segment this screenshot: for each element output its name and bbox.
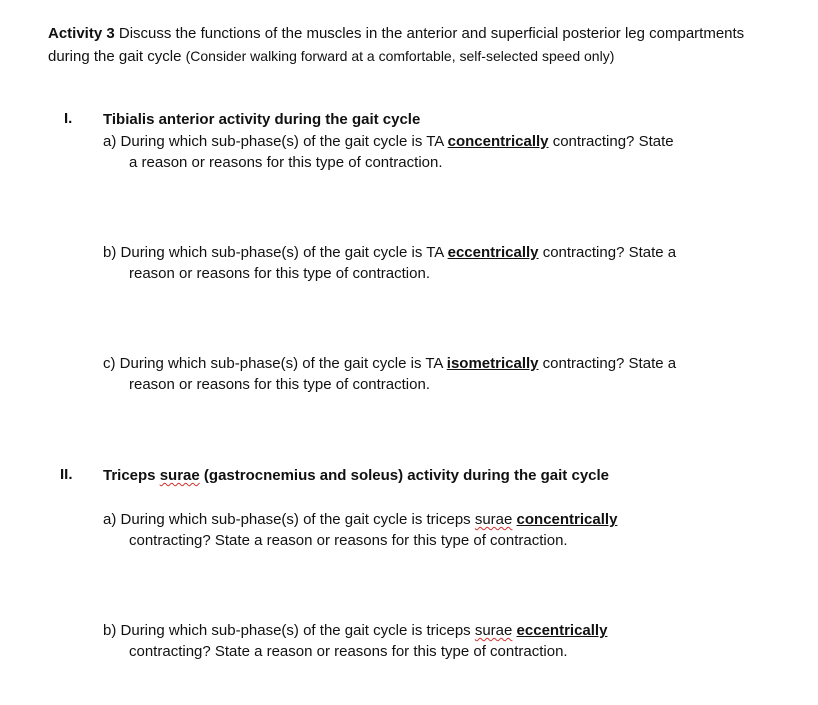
question-text-end: contracting? State a [542, 355, 677, 372]
question-keyword: eccentrically [516, 622, 608, 639]
activity-label: Activity 3 [48, 25, 115, 42]
question-keyword: eccentrically [447, 244, 539, 261]
question-text: During which sub-phase(s) of the gait cycle is TA [119, 355, 443, 372]
question-text-line2: contracting? State a reason or reasons for this type of contraction. [129, 532, 568, 549]
section-2-title [103, 465, 609, 486]
question-keyword: concentrically [516, 511, 618, 528]
question-text-line2: contracting? State a reason or reasons for this type of contraction. [129, 643, 568, 660]
question-text-end: contracting? State [552, 133, 674, 150]
question-surae: surae [474, 511, 513, 528]
question-text-line2: reason or reasons for this type of contraction. [129, 265, 430, 282]
question-keyword: concentrically [447, 133, 549, 150]
section-1-title: Tibialis anterior activity during the gait cycle [103, 111, 421, 128]
question-1a [103, 131, 763, 173]
question-text: During which sub-phase(s) of the gait cycle is triceps [120, 511, 471, 528]
activity-header [48, 22, 748, 68]
question-letter: b) [103, 622, 117, 639]
section-2-title-surae: surae [159, 467, 200, 484]
question-letter: a) [103, 511, 117, 528]
question-2a [103, 509, 763, 551]
question-text-line2: reason or reasons for this type of contraction. [129, 376, 430, 393]
question-surae: surae [474, 622, 513, 639]
question-2b [103, 620, 763, 662]
question-text: During which sub-phase(s) of the gait cycle is TA [120, 244, 444, 261]
activity-note: (Consider walking forward at a comfortable, self-selected speed only) [185, 48, 615, 64]
activity-intro: Discuss the functions of the muscles in the anterior and superficial posterior leg compartments during the gait cycle [48, 25, 745, 65]
question-letter: b) [103, 244, 117, 261]
section-1-numeral: I. [64, 110, 73, 127]
section-2-title-part1: Triceps [103, 467, 156, 484]
section-2-numeral: II. [60, 466, 73, 483]
section-2-title-part2: (gastrocnemius and soleus) activity during the gait cycle [203, 467, 610, 484]
question-keyword: isometrically [446, 355, 539, 372]
question-1c [103, 353, 763, 395]
question-1b [103, 242, 763, 284]
question-text: During which sub-phase(s) of the gait cycle is triceps [120, 622, 471, 639]
question-letter: c) [103, 355, 116, 372]
question-letter: a) [103, 133, 117, 150]
question-text: During which sub-phase(s) of the gait cycle is TA [120, 133, 444, 150]
question-text-line2: a reason or reasons for this type of contraction. [129, 154, 443, 171]
question-text-end: contracting? State a [542, 244, 677, 261]
